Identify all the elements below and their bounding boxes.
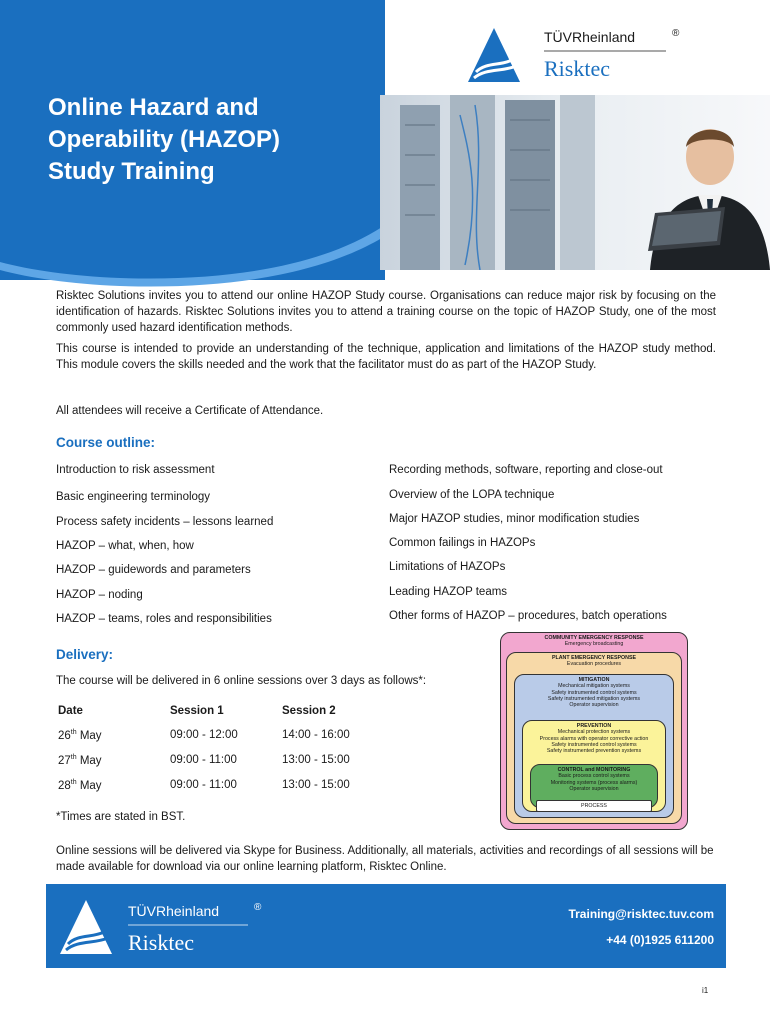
protection-layers-diagram — [500, 632, 688, 830]
table-cell-session-2: 14:00 - 16:00 — [282, 729, 350, 741]
delivery-heading: Delivery: — [56, 647, 114, 662]
footer-banner — [46, 884, 726, 968]
table-cell-session-1: 09:00 - 11:00 — [170, 754, 237, 766]
logo-triangle-icon — [468, 28, 520, 82]
list-item: Recording methods, software, reporting and close-out — [389, 464, 663, 476]
list-item: Limitations of HAZOPs — [389, 561, 506, 573]
layer-mitigation-title: MITIGATION — [578, 677, 610, 683]
page-title — [48, 92, 378, 188]
footer-brand-bottom: Risktec — [128, 930, 194, 955]
contact-email-link[interactable]: Training@risktec.tuv.com — [568, 907, 714, 921]
layer-control-title: CONTROL and MONITORING — [557, 767, 631, 773]
hero-photo — [380, 95, 770, 270]
layer-community-sub: Emergency broadcasting — [564, 641, 624, 648]
layer-prevention-item: Safety instrumented control systems — [551, 741, 637, 748]
list-item: Process safety incidents – lessons learned — [56, 516, 274, 528]
col-header-session-2: Session 2 — [282, 705, 336, 717]
layer-mitigation-item: Safety instrumented control systems — [551, 689, 637, 696]
table-cell-session-1: 09:00 - 11:00 — [170, 779, 237, 791]
footer-logo-triangle-icon — [60, 900, 112, 954]
list-item: Major HAZOP studies, minor modification studies — [389, 513, 640, 525]
table-row-date: 27th May — [58, 754, 102, 767]
intro-paragraph-1: Risktec Solutions invites you to attend our online HAZOP Study course. Organisations can reduce major risk by focusing on the identification of hazards. Risktec Solutions invites you to attend a training course on the topic of HAZOP Study, one of the most commonly used hazard identification methods. — [56, 290, 716, 334]
certificate-note: All attendees will receive a Certificate of Attendance. — [56, 405, 324, 417]
layer-mitigation-item: Safety instrumented mitigation systems — [547, 695, 641, 702]
table-cell-session-2: 13:00 - 15:00 — [282, 754, 350, 766]
layer-control-item: Basic process control systems — [558, 773, 630, 780]
table-row-date: 26th May — [58, 729, 102, 742]
table-row-date: 28th May — [58, 779, 102, 792]
logo-brand-top: TÜVRheinland — [544, 29, 636, 45]
footer-registered: ® — [254, 902, 262, 913]
layer-community-title: COMMUNITY EMERGENCY RESPONSE — [544, 635, 644, 641]
intro-paragraph-2: This course is intended to provide an understanding of the technique, application and limitations of the HAZOP study method. This module covers the skills needed and the work that the facilitator must do as part of the HAZOP Study. — [56, 343, 716, 371]
col-header-date: Date — [58, 705, 83, 717]
list-item: Other forms of HAZOP – procedures, batch operations — [389, 610, 667, 622]
layer-plant-sub: Evacuation procedures — [566, 661, 622, 668]
table-cell-session-1: 09:00 - 12:00 — [170, 729, 238, 741]
layer-prevention-item: Mechanical protection systems — [557, 729, 631, 736]
footer-brand-top: TÜVRheinland — [128, 903, 220, 919]
list-item: Basic engineering terminology — [56, 491, 211, 503]
list-item: Introduction to risk assessment — [56, 464, 215, 476]
online-sessions-note: Online sessions will be delivered via Skype for Business. Additionally, all materials, activities and recordings of all sessions will be made available for download via our online learning platform, Risktec Online. — [56, 845, 714, 873]
layer-prevention-item: Safety instrumented prevention systems — [546, 748, 642, 755]
layer-process-label: PROCESS — [581, 803, 607, 809]
list-item: Common failings in HAZOPs — [389, 537, 536, 549]
logo-brand-bottom: Risktec — [544, 56, 610, 81]
course-outline-heading: Course outline: — [56, 435, 156, 450]
times-note: *Times are stated in BST. — [56, 811, 186, 823]
list-item: HAZOP – noding — [56, 589, 143, 601]
layer-plant-title: PLANT EMERGENCY RESPONSE — [551, 655, 637, 661]
layer-prevention-title: PREVENTION — [576, 723, 612, 729]
title-line-3: Study Training — [48, 158, 215, 185]
table-cell-session-2: 13:00 - 15:00 — [282, 779, 350, 791]
logo-registered: ® — [672, 28, 680, 39]
layer-process — [536, 800, 652, 812]
delivery-intro: The course will be delivered in 6 online sessions over 3 days as follows*: — [56, 675, 427, 687]
list-item: HAZOP – guidewords and parameters — [56, 564, 251, 576]
page-number: i1 — [702, 986, 709, 995]
list-item: HAZOP – teams, roles and responsibilities — [56, 613, 272, 625]
layer-control-item: Operator supervision — [569, 785, 619, 792]
tuv-risktec-logo — [466, 26, 696, 86]
col-header-session-1: Session 1 — [170, 705, 224, 717]
list-item: HAZOP – what, when, how — [56, 540, 194, 552]
layer-prevention-item: Process alarms with operator corrective action — [539, 735, 649, 742]
layer-mitigation-item: Mechanical mitigation systems — [558, 683, 630, 690]
layer-control-item: Monitoring systems (process alarms) — [550, 779, 638, 786]
footer-logo — [58, 898, 278, 958]
title-line-2: Operability (HAZOP) — [48, 126, 281, 153]
contact-phone[interactable]: +44 (0)1925 611200 — [606, 933, 714, 947]
title-line-1: Online Hazard and — [48, 94, 259, 121]
list-item: Overview of the LOPA technique — [389, 489, 555, 501]
layer-mitigation-item: Operator supervision — [569, 702, 619, 709]
list-item: Leading HAZOP teams — [389, 586, 508, 598]
